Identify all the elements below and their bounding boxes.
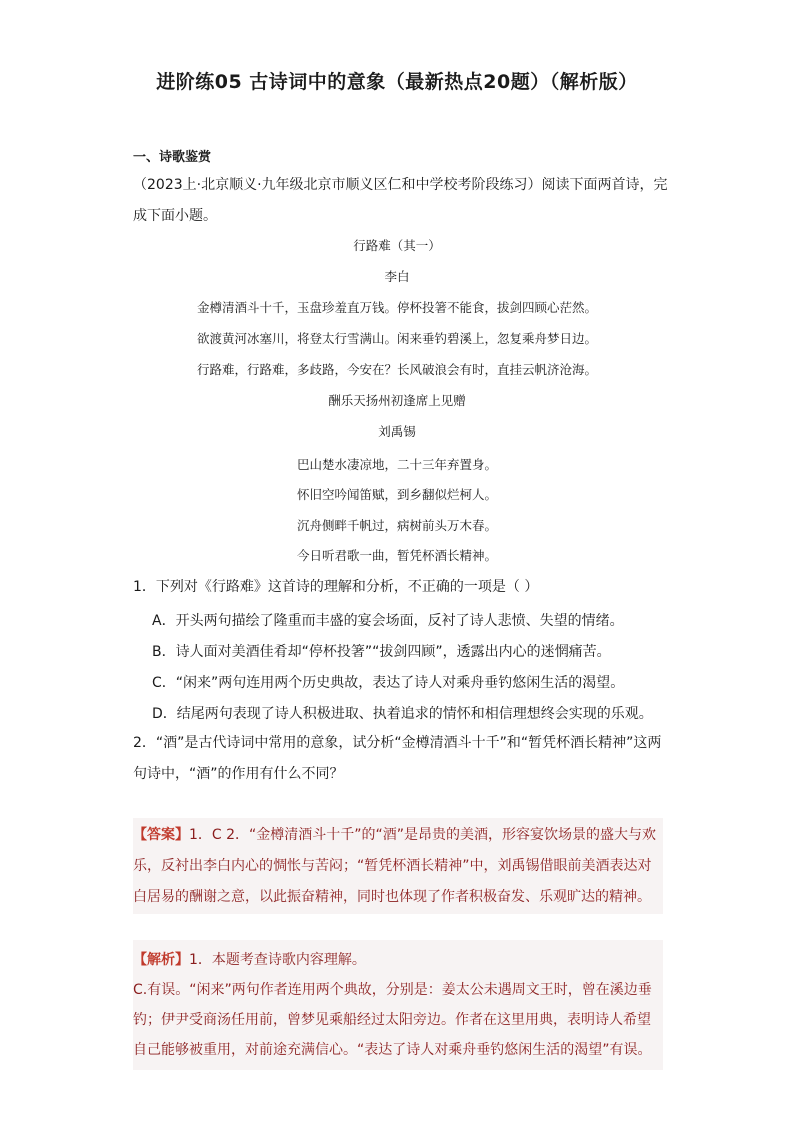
analysis-tag: 【解析】 (133, 952, 189, 968)
question-1-option-b: B．诗人面对美酒佳肴却“停杯投箸”“拔剑四顾”，透露出内心的迷惘痛苦。 (152, 644, 611, 660)
question-2-stem: 2．“酒”是古代诗词中常用的意象，试分析“金樽清酒斗十千”和“暂凭杯酒长精神”这两句诗中，“酒”的作用有什么不同？ (133, 735, 662, 782)
poem2-line: 沉舟侧畔千帆过，病树前头万木春。 (296, 518, 497, 533)
question-1-stem: 1．下列对《行路难》这首诗的理解和分析，不正确的一项是（ ） (133, 579, 539, 595)
answer-content: 1．C 2．“金樽清酒斗十千”的“酒”是昂贵的美酒，形容宴饮场景的盛大与欢乐，反衬出李白内心的惆怅与苦闷；“暂凭杯酒长精神”中，刘禹锡借眼前美酒表达对白居易的酬谢之意，以此振奋精神，同时也体现了作者积极奋发、乐观旷达的精神。 (133, 827, 657, 905)
poem2-title: 酬乐天扬州初逢席上见赠 (328, 393, 466, 408)
poem2-author: 刘禹锡 (378, 424, 416, 439)
analysis-block (133, 945, 663, 1065)
poem2-line: 怀旧空吟闻笛赋，到乡翻似烂柯人。 (296, 487, 497, 502)
poem1-line: 欲渡黄河冰塞川，将登太行雪满山。闲来垂钓碧溪上，忽复乘舟梦日边。 (196, 331, 597, 346)
analysis-line-2: C.有误。“闲来”两句作者连用两个典故，分别是：姜太公未遇周文王时，曾在溪边垂钓；伊尹受商汤任用前，曾梦见乘船经过太阳旁边。作者在这里用典，表明诗人希望自己能够被重用，对前途充满信心。“表达了诗人对乘舟垂钓悠闲生活的渴望”有误。 (133, 982, 652, 1058)
poem1-line: 金樽清酒斗十千，玉盘珍羞直万钱。停杯投箸不能食，拔剑四顾心茫然。 (196, 300, 597, 315)
poem2-line: 巴山楚水凄凉地，二十三年弃置身。 (296, 457, 497, 472)
poem2-line: 今日听君歌一曲，暂凭杯酒长精神。 (296, 548, 497, 563)
intro-paragraph: （2023上·北京顺义·九年级北京市顺义区仁和中学校考阶段练习）阅读下面两首诗，完成下面小题。 (133, 177, 668, 224)
poem1-line: 行路难，行路难，多歧路，今安在？长风破浪会有时，直挂云帆济沧海。 (196, 362, 597, 377)
section-heading: 一、诗歌鉴赏 (133, 150, 212, 165)
question-1-option-d: D．结尾两句表现了诗人积极进取、执着追求的情怀和相信理想终会实现的乐观。 (152, 706, 653, 722)
question-1-option-c: C．“闲来”两句连用两个历史典故，表达了诗人对乘舟垂钓悠闲生活的渴望。 (152, 675, 625, 691)
question-1-option-a: A．开头两句描绘了隆重而丰盛的宴会场面，反衬了诗人悲愤、失望的情绪。 (152, 613, 624, 629)
analysis-line-1: 1．本题考查诗歌内容理解。 (189, 952, 366, 968)
page-title: 进阶练05 古诗词中的意象（最新热点20题）（解析版） (156, 71, 638, 93)
answer-tag: 【答案】 (133, 827, 189, 843)
poem1-author: 李白 (384, 269, 410, 284)
answer-block (133, 820, 663, 913)
poem1-title: 行路难（其一） (353, 238, 441, 253)
